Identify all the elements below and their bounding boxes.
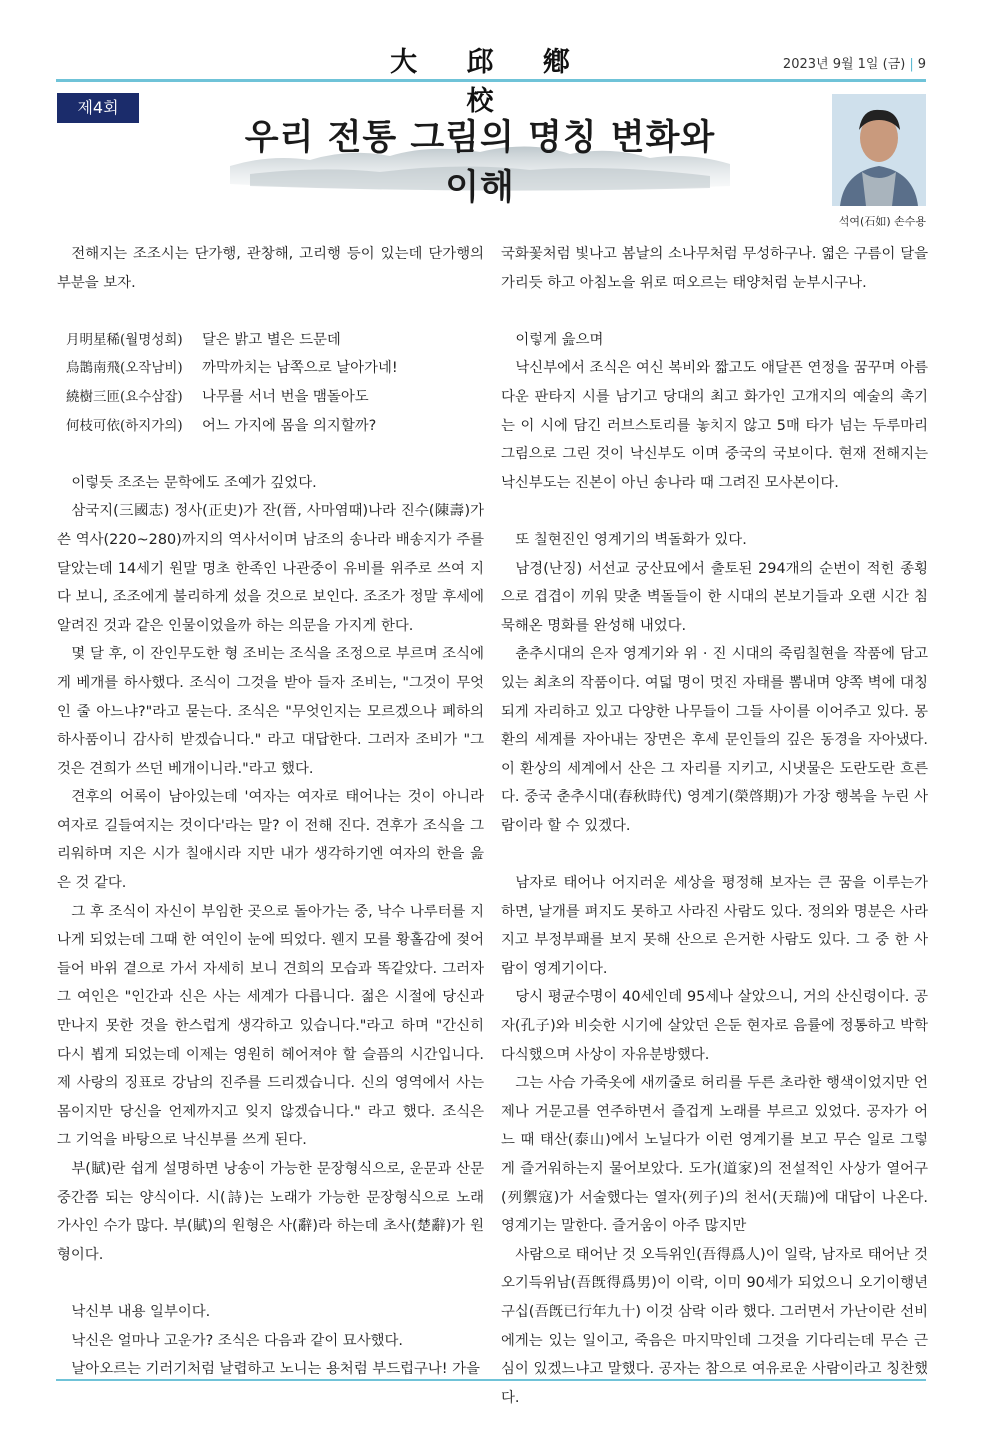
paragraph: 낙신은 얼마나 고운가? 조식은 다음과 같이 묘사했다. [71,1332,403,1349]
verse-line [57,412,484,441]
paragraph: 부(賦)란 쉽게 설명하면 낭송이 가능한 문장형식으로, 운문과 산문 중간쯤 되는 양식이다. 시(詩)는 노래가 가능한 문장형식으로 노래 가사인 수가 많다. 부(賦)의 원형은 사(辭)라 하는데 초사(楚辭)가 원형이다. [57,1161,485,1263]
right-column [501,240,928,1412]
verse-text: 나무를 서너 번을 맴돌아도 [202,388,369,405]
issue-date: 2023년 9월 1일 (금) [782,57,906,72]
bottom-rule [56,1379,926,1381]
paragraph: 전해지는 조조시는 단가행, 관창해, 고리행 등이 있는데 단가행의 부분을 보자. [57,246,484,291]
verse-hanja: 月明星稀(월명성희) [66,331,183,348]
paragraph: 그는 사슴 가죽옷에 새끼줄로 허리를 두른 초라한 행색이었지만 언제나 거문고를 연주하면서 즐겁게 노래를 부르고 있었다. 공자가 어느 때 태산(泰山)에서 노닐다가 이런 영계기를 보고 무슨 일로 그렇게 즐거워하는지 물어보았다. 도가(道家)의 전설적인 사상가 열어구(列禦寇)가 서술했다는 열자(列子)의 천서(天瑞)에 대답이 나온다. 영계기는 말한다. 즐거움이 아주 많지만 [501,1075,928,1235]
paragraph: 남경(난징) 서선교 궁산묘에서 출토된 294개의 순번이 적힌 종횡으로 겹겹이 끼워 맞춘 벽돌들이 한 시대의 본보기들과 오랜 시간 침묵해온 명화를 완성해 내었다. [501,560,928,634]
paragraph: 이렇듯 조조는 문학에도 조예가 깊었다. [71,474,317,491]
paragraph: 몇 달 후, 이 잔인무도한 형 조비는 조식을 조정으로 부르며 조식에게 베개를 하사했다. 조식이 그것을 받아 들자 조비는, "그것이 무엇인 줄 아느냐?"라고 묻는다. 조식은 "무엇인지는 모르겠으나 폐하의 하사품이니 감사히 받겠습니다." 라고 대답한다. 그러자 조비가 "그것은 견희가 쓰던 베개이니라."라고 했다. [57,646,484,777]
verse-text: 까막까치는 남쪽으로 날아가네! [202,360,398,377]
paragraph: 국화꽃처럼 빛나고 봄날의 소나무처럼 무성하구나. 엷은 구름이 달을 가리듯 하고 아침노을 위로 떠오르는 태양처럼 눈부시구나. [501,246,928,291]
top-rule [56,79,926,82]
verse-text: 달은 밝고 별은 드문데 [202,331,341,348]
author-caption: 석여(石如) 손수용 [838,215,926,228]
paragraph: 견후의 어록이 남아있는데 '여자는 여자로 태어나는 것이 아니라 여자로 길들여지는 것이다'라는 말? 이 전해 진다. 견후가 조식을 그리워하며 지은 시가 칠애시라 지만 내가 생각하기엔 여자의 한을 읊은 것 같다. [57,789,484,892]
portrait-icon [832,94,926,206]
page-number: 9 [917,57,926,72]
paragraph: 날아오르는 기러기처럼 날렵하고 노니는 용처럼 부드럽구나! 가을 [71,1361,480,1378]
verse-hanja: 何枝可依(하지가의) [66,417,183,434]
article-title: 우리 전통 그림의 명칭 변화와 이해 [244,118,716,208]
date-separator: | [909,57,914,72]
issue-date-page [783,53,926,72]
paragraph: 사람으로 태어난 것 오득위인(吾得爲人)이 일락, 남자로 태어난 것 오기득위남(吾旣得爲男)이 이락, 이미 90세가 되었으니 오기이행년구십(吾旣已行年九十) 이것 삼락 이라 했다. 그러면서 가난이란 선비에게는 있는 일이고, 죽음은 마지막인데 그것을 기다리는데 무슨 근심이 있겠느냐고 말했다. 공자는 참으로 여유로운 사람이라고 칭찬했다. [501,1246,928,1406]
paragraph: 남자로 태어나 어지러운 세상을 평정해 보자는 큰 꿈을 이루는가 하면, 날개를 펴지도 못하고 사라진 사람도 있다. 정의와 명분은 사라지고 부정부패를 보지 못해 산으로 은거한 사람도 있다. 그 중 한 사람이 영계기이다. [501,875,928,977]
verse-line [57,383,484,412]
author-portrait [832,94,926,206]
series-badge: 제4회 [57,93,139,123]
paragraph: 춘추시대의 은자 영계기와 위 · 진 시대의 죽림칠현을 작품에 담고 있는 최초의 작품이다. 여덟 명이 멋진 자태를 뽐내며 양쪽 벽에 대칭되게 자리하고 있고 다양한 나무들이 그들 사이를 이어주고 있다. 몽환의 세계를 자아내는 장면은 후세 문인들의 깊은 동경을 자아냈다. 이 환상의 세계에서 산은 그 자리를 지키고, 시냇물은 도란도란 흐른다. 중국 춘추시대(春秋時代) 영계기(榮啓期)가 가장 행복을 누린 사람이라 할 수 있겠다. [501,646,928,834]
verse-line [57,326,484,355]
verse-line [57,354,484,383]
article-title-block [230,106,730,208]
verse-hanja: 繞樹三匝(요수삼잡) [66,388,183,405]
paragraph: 또 칠현진인 영계기의 벽돌화가 있다. [515,531,747,548]
paragraph: 삼국지(三國志) 정사(正史)가 잔(晉, 사마염때)나라 진수(陳壽)가 쓴 역사(220~280)까지의 역사서이며 남조의 송나라 배송지가 주를 달았는데 14세기 원말 명초 한족인 나관중이 유비를 위주로 쓰여 지다 보니, 조조에게 불리하게 섰을 것으로 보인다. 조조가 정말 후세에 알려진 것과 같은 인물이었을까 하는 의문을 가지게 한다. [57,503,484,634]
verse-text: 어느 가지에 몸을 의지할까? [202,417,377,434]
paragraph: 낙신부 내용 일부이다. [71,1303,211,1320]
paragraph: 당시 평균수명이 40세인데 95세나 살았으니, 거의 산신령이다. 공자(孔子)와 비슷한 시기에 살았던 은둔 현자로 음률에 정통하고 박학다식했으며 사상이 자유분방했다. [501,989,928,1063]
paragraph: 낙신부에서 조식은 여신 복비와 짧고도 애달픈 연정을 꿈꾸며 아름다운 판타지 시를 남기고 당대의 최고 화가인 고개지의 예술의 촉기는 이 시에 담긴 러브스토리를 놓치지 않고 5매 타가 넘는 두루마리 그림으로 그린 것이 낙신부도 이며 중국의 국보이다. 현재 전해지는 낙신부도는 진본이 아닌 송나라 때 그려진 모사본이다. [501,360,928,491]
paragraph: 그 후 조식이 자신이 부임한 곳으로 돌아가는 중, 낙수 나루터를 지나게 되었는데 그때 한 여인이 눈에 띄었다. 웬지 모를 황홀감에 젖어 들어 바위 곁으로 가서 자세히 보니 견희의 모습과 똑같았다. 그러자 그 여인은 "인간과 신은 사는 세계가 다릅니다. 젊은 시절에 당신과 만나지 못한 것을 한스럽게 생각하고 있습니다."라고 하며 "간신히 다시 뵙게 되었는데 이제는 영원히 헤어져야 할 슬픔의 시간입니다. 제 사랑의 징표로 강남의 진주를 드리겠습니다. 신의 영역에서 사는 몸이지만 당신을 언제까지고 잊지 않겠습니다." 라고 했다. 조식은 그 기억을 바탕으로 낙신부를 쓰게 된다. [57,903,484,1149]
left-column [57,240,484,1384]
newspaper-title: 大 邱 鄕 校 [390,47,590,117]
verse-hanja: 烏鵲南飛(오작남비) [66,360,183,377]
paragraph: 이렇게 읊으며 [515,331,604,348]
